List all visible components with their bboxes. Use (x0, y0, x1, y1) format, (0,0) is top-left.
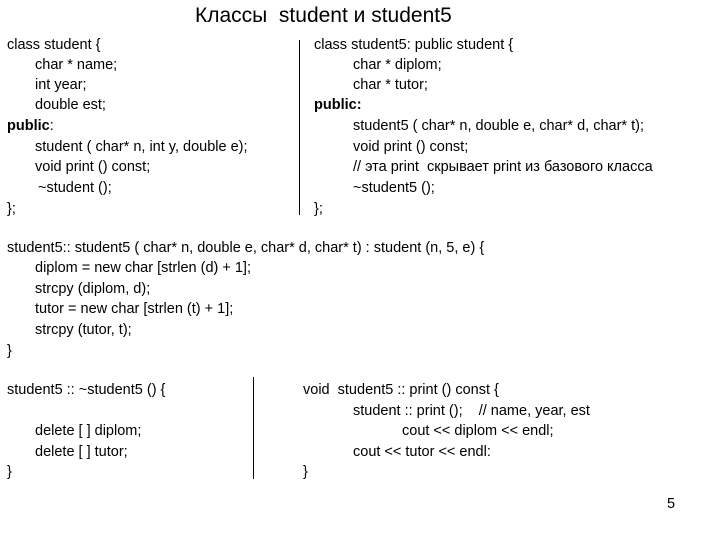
code-line: char * tutor; (353, 77, 428, 93)
page-title: Классы student и student5 (195, 4, 452, 27)
public-colon: : (49, 118, 54, 134)
code-line: double est; (35, 97, 106, 113)
code-line: void print () const; (353, 139, 469, 155)
code-line: strcpy (tutor, t); (35, 322, 132, 338)
code-line: strcpy (diplom, d); (35, 281, 151, 297)
code-line: cout << diplom << endl; (402, 423, 554, 439)
code-line: tutor = new char [strlen (t) + 1]; (35, 301, 234, 317)
class-student5-header-rest: student { (452, 37, 514, 53)
code-line: student :: print (); // name, year, est (353, 403, 590, 419)
code-line: char * diplom; (353, 57, 442, 73)
keyword-public: public (7, 118, 50, 134)
code-line: diplom = new char [strlen (d) + 1]; (35, 260, 251, 276)
keyword-public: public (414, 37, 453, 53)
access-specifier: public: (314, 97, 362, 113)
code-line: void print () const; (35, 159, 151, 175)
class-student5-name: student5: (347, 37, 415, 53)
print-header: void student5 :: print () const { (303, 382, 499, 398)
code-line: delete [ ] diplom; (35, 423, 142, 439)
class-student-header (7, 35, 101, 55)
code-line: student ( char* n, int y, double e); (35, 139, 248, 155)
code-line: }; (314, 201, 323, 217)
code-line: } (7, 464, 12, 480)
code-line: ~student (); (38, 180, 112, 196)
code-line: int year; (35, 77, 87, 93)
constructor-header: student5:: student5 ( char* n, double e, char* d, char* t) : student (n, 5, e) { (7, 240, 485, 256)
destructor-header: student5 :: ~student5 () { (7, 382, 166, 398)
keyword-class: class (314, 37, 348, 53)
code-line: student5 ( char* n, double e, char* d, char* t); (353, 118, 644, 134)
code-line: cout << tutor << endl: (353, 444, 491, 460)
code-line: }; (7, 201, 16, 217)
comment-line: // эта print скрывает print из базового класса (353, 159, 653, 175)
page-number: 5 (667, 496, 676, 512)
access-specifier (7, 116, 54, 136)
class-student5-header (314, 35, 513, 55)
code-line: delete [ ] tutor; (35, 444, 128, 460)
keyword-class: class (7, 37, 41, 53)
class-student-header-rest: student { (40, 37, 101, 53)
code-line: char * name; (35, 57, 118, 73)
code-line: } (303, 464, 308, 480)
column-divider (299, 40, 300, 215)
code-line: ~student5 (); (353, 180, 435, 196)
column-divider (253, 377, 254, 479)
code-line: } (7, 343, 12, 359)
